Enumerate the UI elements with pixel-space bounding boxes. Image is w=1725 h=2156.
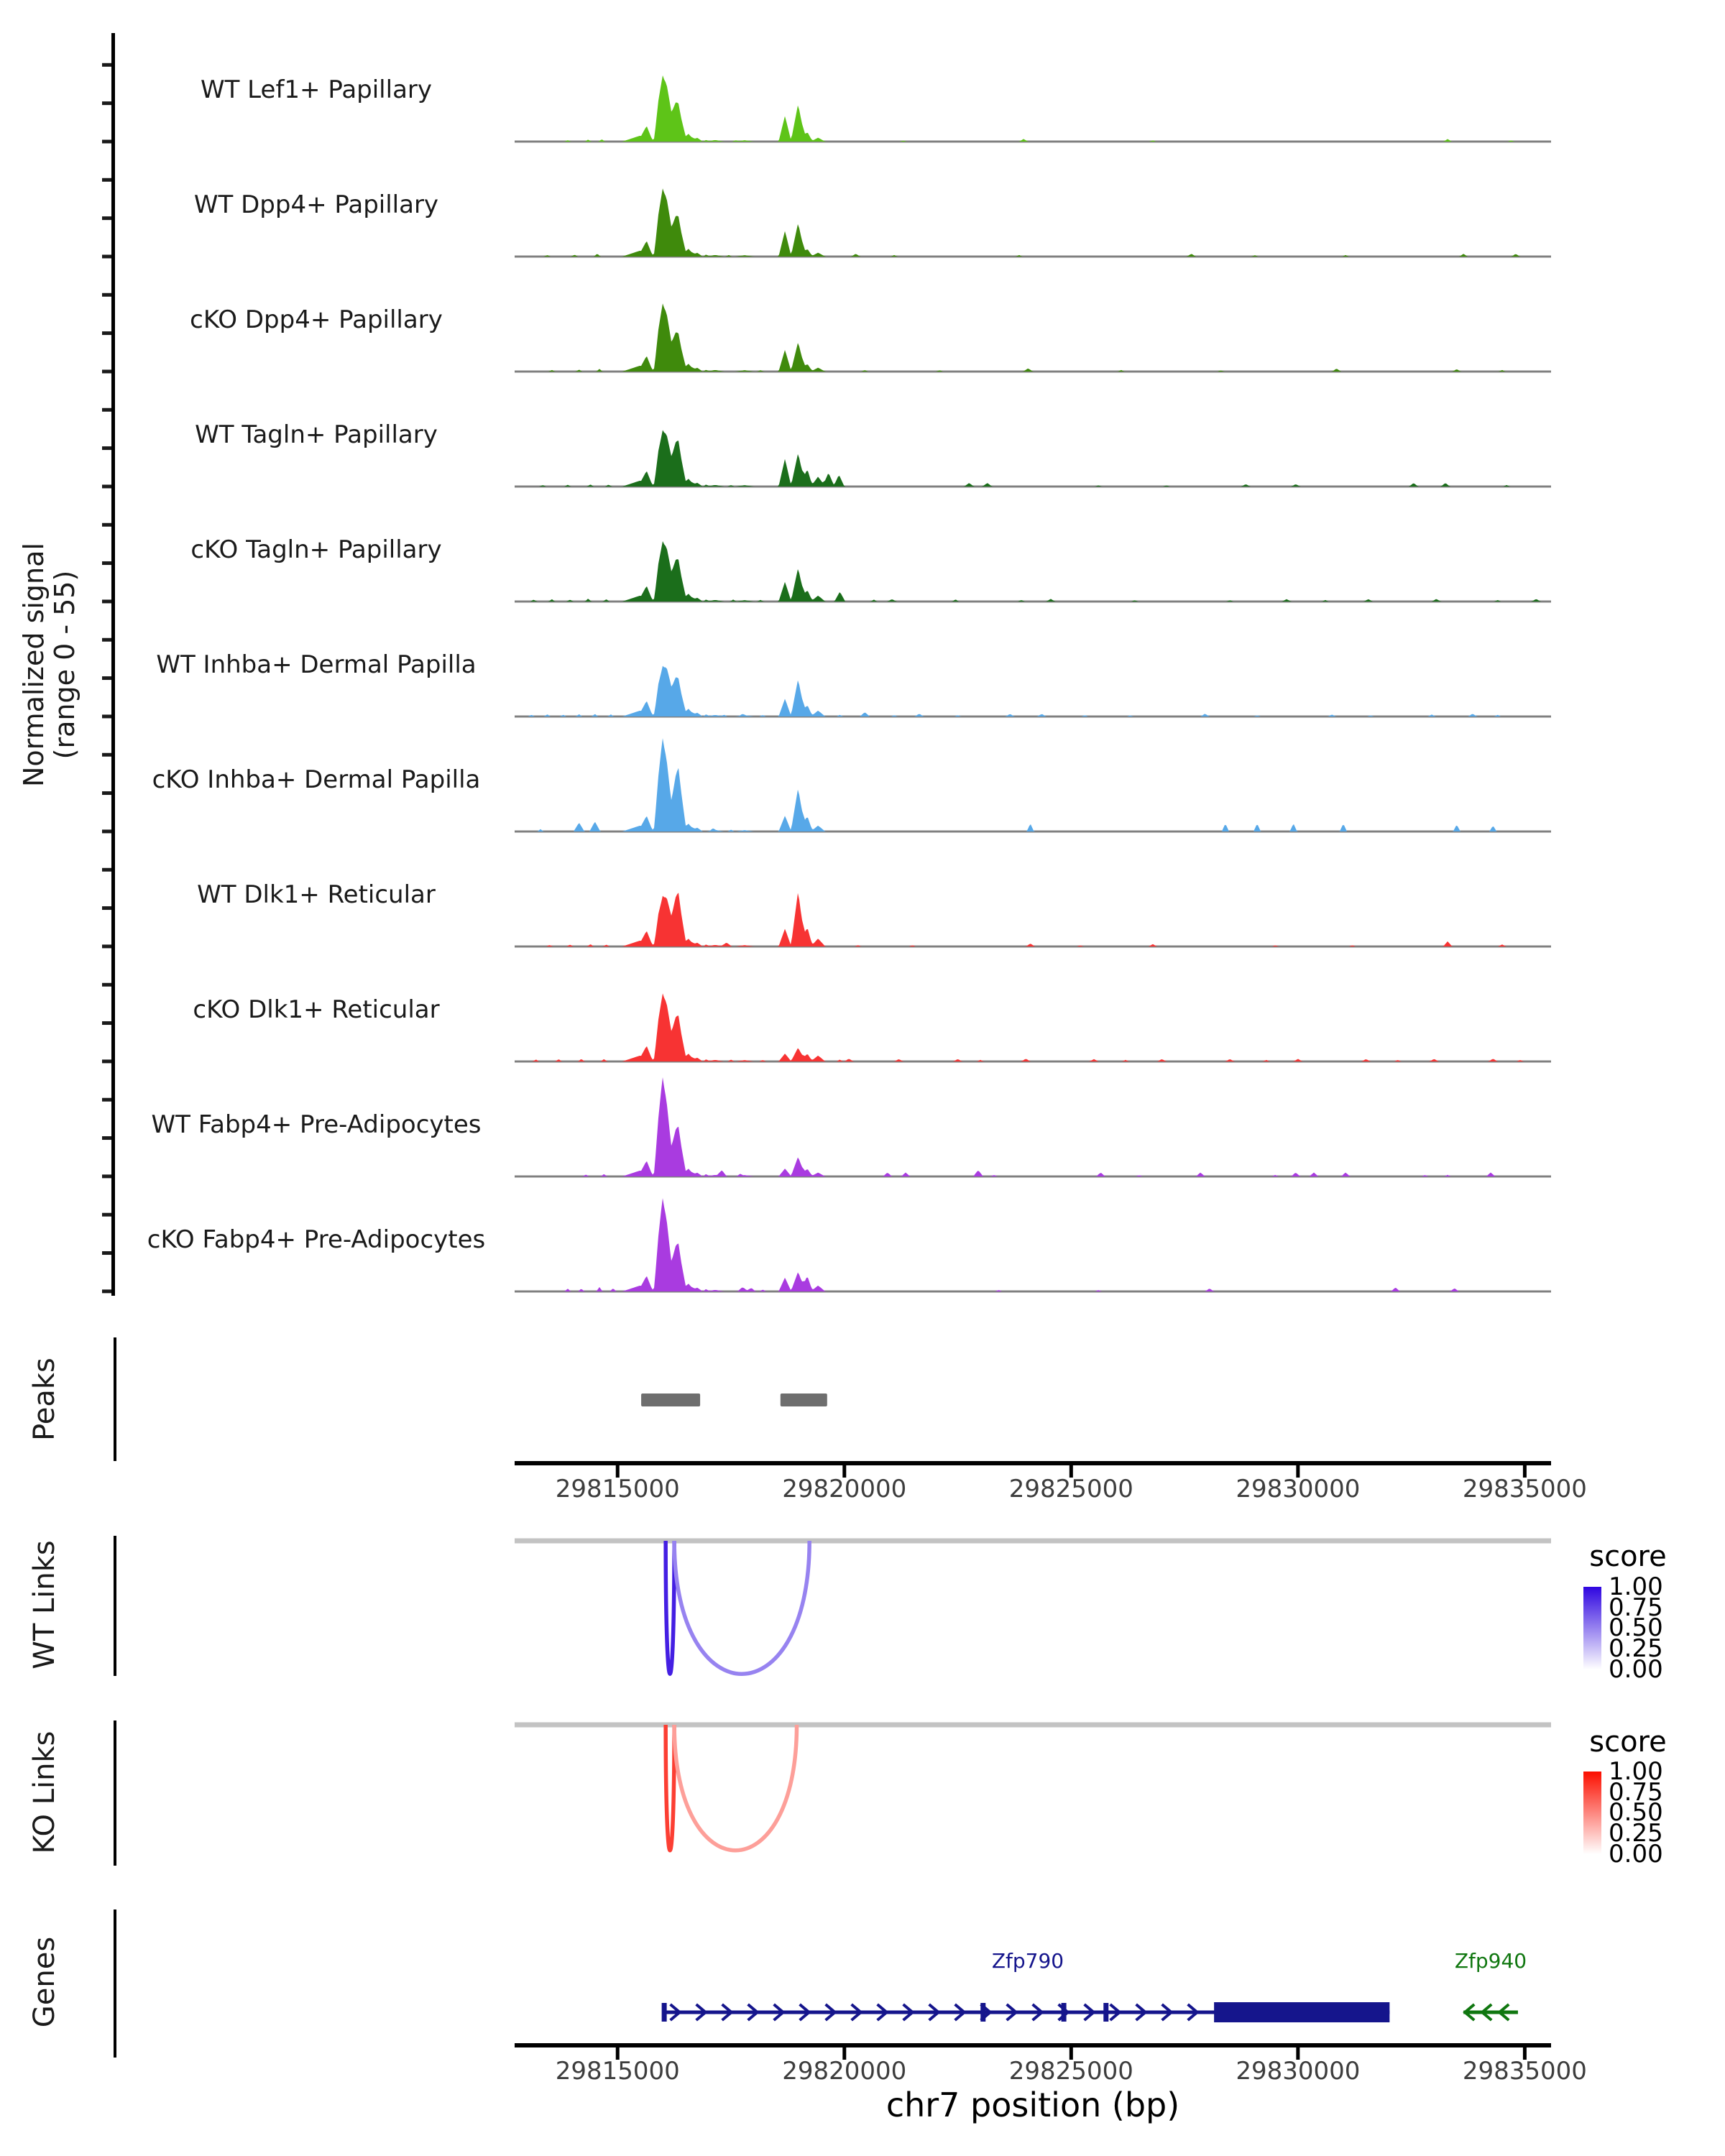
links-baseline xyxy=(515,1723,1551,1728)
track-label: WT Lef1+ Papillary xyxy=(200,75,433,104)
x-tick-label: 29820000 xyxy=(782,1475,907,1503)
peak-interval xyxy=(781,1393,827,1406)
exon-tick xyxy=(1062,2003,1067,2022)
links-arcs-group xyxy=(515,1539,1551,1851)
signal-tracks-group xyxy=(515,75,1551,1293)
signal-area xyxy=(515,303,1551,372)
signal-area xyxy=(515,666,1551,717)
links-baseline xyxy=(515,1539,1551,1544)
link-arc xyxy=(674,1725,796,1851)
track-label: cKO Dpp4+ Papillary xyxy=(190,305,443,334)
legend-tick-label: 0.25 xyxy=(1609,1634,1663,1664)
wt-links-score-gradient xyxy=(1583,1587,1601,1669)
signal-area xyxy=(515,738,1551,831)
y-axis-tick xyxy=(102,599,111,603)
y-axis-tick xyxy=(102,408,111,412)
legend-tick-label: 0.50 xyxy=(1609,1613,1663,1643)
y-axis-tick xyxy=(102,983,111,987)
x-tick-label: 29815000 xyxy=(555,2057,680,2086)
y-axis-tick xyxy=(102,1289,111,1293)
x-axis-line xyxy=(515,1461,1551,1465)
x-tick-label: 29820000 xyxy=(782,2057,907,2086)
exon-tick xyxy=(980,2003,985,2022)
y-axis-tick xyxy=(102,254,111,258)
track-label: WT Inhba+ Dermal Papilla xyxy=(156,650,477,679)
y-axis-tick xyxy=(102,63,111,67)
row-label-genes: Genes xyxy=(28,1936,61,2028)
x-tick-label: 29825000 xyxy=(1008,2057,1133,2086)
y-axis-tick xyxy=(102,178,111,182)
x-axis-title: chr7 position (bp) xyxy=(886,2086,1180,2124)
y-axis-tick xyxy=(102,1098,111,1102)
row-bracket xyxy=(114,1720,116,1866)
track-label: cKO Tagln+ Papillary xyxy=(190,535,442,564)
y-axis-tick xyxy=(102,753,111,757)
y-axis-tick xyxy=(102,1213,111,1217)
signal-area xyxy=(515,541,1551,602)
signal-area xyxy=(515,1077,1551,1176)
row-bracket-lines xyxy=(114,1337,116,2058)
gene-models-group xyxy=(662,2002,1518,2022)
x-tick-label: 29830000 xyxy=(1236,1475,1361,1503)
legend-tick-label: 0.00 xyxy=(1609,1654,1663,1684)
y-axis-tick xyxy=(102,369,111,373)
x-tick-label: 29825000 xyxy=(1008,1475,1133,1503)
legend-tick-label: 1.00 xyxy=(1609,1757,1663,1786)
x-tick-label: 29835000 xyxy=(1462,2057,1587,2086)
signal-area xyxy=(515,1198,1551,1291)
row-bracket xyxy=(114,1536,116,1676)
y-axis-tick xyxy=(102,829,111,833)
row-label-wt-links: WT Links xyxy=(28,1540,61,1669)
track-label: WT Tagln+ Papillary xyxy=(195,420,438,449)
signal-area xyxy=(515,188,1551,257)
y-axis-tick xyxy=(102,293,111,297)
x-tick-label: 29830000 xyxy=(1236,2057,1361,2086)
y-axis-tick xyxy=(102,139,111,143)
ko-links-legend-title: score xyxy=(1589,1726,1667,1759)
y-axis-tick xyxy=(102,1174,111,1178)
y-axis-label-line1: Normalized signal xyxy=(18,543,50,787)
legend-tick-label: 0.25 xyxy=(1609,1819,1663,1848)
y-axis-tick xyxy=(102,484,111,488)
y-axis-tick xyxy=(102,523,111,527)
track-label: cKO Fabp4+ Pre-Adipocytes xyxy=(147,1225,486,1254)
y-axis-tick xyxy=(102,944,111,948)
gene-body-line xyxy=(1463,2011,1518,2014)
link-arc xyxy=(674,1541,809,1674)
legend-tick-label: 1.00 xyxy=(1609,1572,1663,1601)
y-axis-label-line2: (range 0 - 55) xyxy=(49,570,80,760)
peak-interval xyxy=(641,1393,700,1406)
track-label: cKO Inhba+ Dermal Papilla xyxy=(152,765,481,794)
signal-area xyxy=(515,430,1551,487)
signal-area xyxy=(515,893,1551,946)
signal-area xyxy=(515,993,1551,1061)
exon-tick xyxy=(1103,2003,1108,2022)
wt-links-legend-title: score xyxy=(1589,1540,1667,1573)
row-label-peaks: Peaks xyxy=(28,1358,61,1441)
track-label: WT Dlk1+ Reticular xyxy=(197,880,436,909)
gene-label-zfp790: Zfp790 xyxy=(991,1949,1064,1973)
gene-label-zfp940: Zfp940 xyxy=(1454,1949,1527,1973)
track-label: WT Dpp4+ Papillary xyxy=(193,190,439,219)
peaks-group xyxy=(641,1393,827,1406)
legend-tick-label: 0.00 xyxy=(1609,1839,1663,1869)
row-bracket xyxy=(114,1909,116,2058)
legend-tick-label: 0.75 xyxy=(1609,1777,1663,1807)
ko-links-score-gradient xyxy=(1583,1772,1601,1854)
y-axis-tick xyxy=(102,1059,111,1063)
x-tick-label: 29835000 xyxy=(1462,1475,1587,1503)
exon-tick xyxy=(662,2003,667,2022)
x-axis-line xyxy=(515,2043,1551,2047)
row-bracket xyxy=(114,1337,116,1461)
legend-tick-label: 0.75 xyxy=(1609,1593,1663,1622)
y-axis-tick xyxy=(102,868,111,872)
signal-area xyxy=(515,75,1551,142)
gene-thick-exon xyxy=(1214,2002,1389,2022)
row-label-ko-links: KO Links xyxy=(28,1731,61,1854)
x-tick-label: 29815000 xyxy=(555,1475,680,1503)
y-axis-tick xyxy=(102,638,111,642)
track-label: cKO Dlk1+ Reticular xyxy=(193,995,440,1024)
track-label: WT Fabp4+ Pre-Adipocytes xyxy=(151,1110,482,1139)
y-axis-tick xyxy=(102,714,111,718)
legend-tick-label: 0.50 xyxy=(1609,1798,1663,1828)
